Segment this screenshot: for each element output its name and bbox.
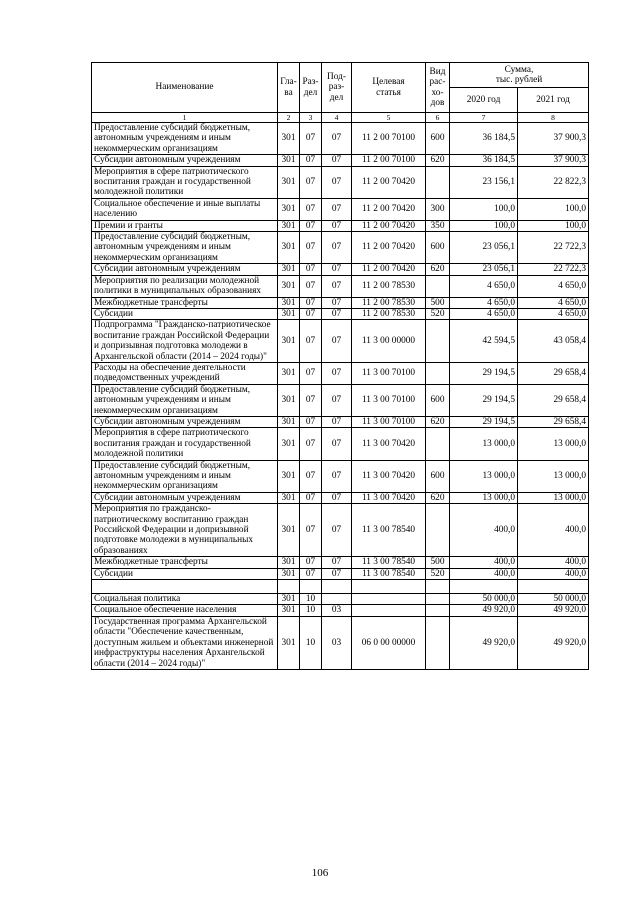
cell-vid-rashodov [426,320,450,363]
cell-podrazdel: 07 [322,264,352,275]
cell-glava: 301 [278,594,300,605]
column-number: 3 [300,113,322,123]
cell-glava: 301 [278,198,300,220]
header-celevaya-statya: Целевая статья [352,63,426,113]
cell-vid-rashodov: 300 [426,198,450,220]
cell-sum-2020: 4 650,0 [450,297,518,308]
cell-name: Межбюджетные трансферты [92,297,278,308]
cell-sum-2020: 29 194,5 [450,384,518,416]
cell-razdel: 07 [300,220,322,231]
cell-razdel: 07 [300,384,322,416]
cell-name: Предоставление субсидий бюджетным, автономным учреждениям и иным некоммерческим организациям [92,123,278,155]
cell-razdel: 07 [300,275,322,297]
cell-glava: 301 [278,460,300,492]
table-row [92,264,589,275]
cell-celevaya-statya [352,594,426,605]
cell-name: Социальное обеспечение населения [92,605,278,616]
cell-sum-2021: 37 900,3 [518,155,589,166]
cell-name: Субсидии автономным учреждениям [92,155,278,166]
cell-razdel: 07 [300,264,322,275]
cell-celevaya-statya: 11 3 00 70420 [352,460,426,492]
cell-vid-rashodov: 620 [426,155,450,166]
cell-sum-2021: 100,0 [518,220,589,231]
cell-sum-2020: 50 000,0 [450,594,518,605]
cell-razdel: 07 [300,568,322,579]
cell-podrazdel: 07 [322,232,352,264]
cell-name: Мероприятия по реализации молодежной политики в муниципальных образованиях [92,275,278,297]
table-row [92,232,589,264]
cell-celevaya-statya: 11 3 00 00000 [352,320,426,363]
column-number: 6 [426,113,450,123]
cell-sum-2021: 50 000,0 [518,594,589,605]
cell-vid-rashodov [426,275,450,297]
cell-vid-rashodov [426,362,450,384]
cell-sum-2021: 13 000,0 [518,492,589,503]
cell-podrazdel: 07 [322,297,352,308]
table-row [92,504,589,557]
cell-vid-rashodov [426,616,450,669]
cell-sum-2020: 23 156,1 [450,166,518,198]
cell-podrazdel: 07 [322,320,352,363]
cell-glava: 301 [278,605,300,616]
cell-podrazdel: 07 [322,557,352,568]
cell-sum-2021: 4 650,0 [518,308,589,319]
cell-name: Мероприятия в сфере патриотического воспитания граждан и государственной молодежной политики [92,166,278,198]
cell-sum-2021: 43 058,4 [518,320,589,363]
table-row [92,198,589,220]
cell-vid-rashodov: 520 [426,568,450,579]
cell-sum-2020: 23 056,1 [450,232,518,264]
header-summa: Сумма, тыс. рублей [450,63,589,88]
cell-razdel: 10 [300,616,322,669]
cell-celevaya-statya: 11 3 00 70100 [352,416,426,427]
cell-razdel: 07 [300,123,322,155]
cell-sum-2021: 29 658,4 [518,416,589,427]
header-vid-rashodov: Вид рас- хо- дов [426,63,450,113]
cell-name: Предоставление субсидий бюджетным, автономным учреждениям и иным некоммерческим организациям [92,384,278,416]
cell-celevaya-statya: 11 2 00 70420 [352,198,426,220]
cell-razdel: 07 [300,557,322,568]
cell-razdel: 07 [300,320,322,363]
cell-name: Премии и гранты [92,220,278,231]
header-row [92,63,589,88]
empty-cell [450,580,518,594]
cell-celevaya-statya: 11 2 00 70420 [352,232,426,264]
cell-razdel: 07 [300,297,322,308]
cell-razdel: 07 [300,155,322,166]
cell-podrazdel: 07 [322,123,352,155]
cell-vid-rashodov [426,594,450,605]
empty-cell [322,580,352,594]
table-row [92,155,589,166]
cell-podrazdel: 07 [322,384,352,416]
cell-celevaya-statya: 11 3 00 70100 [352,362,426,384]
cell-sum-2021: 29 658,4 [518,362,589,384]
cell-vid-rashodov [426,166,450,198]
cell-sum-2020: 36 184,5 [450,123,518,155]
cell-razdel: 07 [300,504,322,557]
cell-glava: 301 [278,568,300,579]
cell-sum-2020: 100,0 [450,220,518,231]
table-row [92,362,589,384]
cell-glava: 301 [278,320,300,363]
table-row [92,594,589,605]
cell-podrazdel: 07 [322,568,352,579]
column-number: 7 [450,113,518,123]
cell-glava: 301 [278,492,300,503]
cell-name: Субсидии [92,308,278,319]
cell-podrazdel: 07 [322,198,352,220]
cell-name: Субсидии автономным учреждениям [92,492,278,503]
cell-sum-2021: 22 722,3 [518,232,589,264]
table-row [92,166,589,198]
cell-podrazdel [322,594,352,605]
cell-sum-2020: 100,0 [450,198,518,220]
cell-celevaya-statya: 11 3 00 70100 [352,384,426,416]
cell-sum-2021: 49 920,0 [518,605,589,616]
cell-razdel: 07 [300,492,322,503]
cell-podrazdel: 07 [322,428,352,460]
cell-podrazdel: 07 [322,504,352,557]
table-row [92,320,589,363]
cell-sum-2020: 13 000,0 [450,492,518,503]
cell-sum-2020: 400,0 [450,568,518,579]
header-glava: Гла- ва [278,63,300,113]
cell-glava: 301 [278,557,300,568]
table-row [92,557,589,568]
cell-podrazdel: 07 [322,416,352,427]
header-razdel: Раз- дел [300,63,322,113]
header-name: Наименование [92,63,278,113]
empty-cell [518,580,589,594]
cell-name: Предоставление субсидий бюджетным, автономным учреждениям и иным некоммерческим организациям [92,460,278,492]
cell-sum-2021: 49 920,0 [518,616,589,669]
cell-glava: 301 [278,428,300,460]
cell-sum-2021: 13 000,0 [518,460,589,492]
cell-name: Субсидии [92,568,278,579]
cell-razdel: 07 [300,198,322,220]
cell-sum-2021: 400,0 [518,568,589,579]
cell-name: Подпрограмма "Гражданско-патриотическое воспитание граждан Российской Федерации и допризывная подготовка молодежи в Архангельской области (2014 – 2024 годы)" [92,320,278,363]
cell-name: Мероприятия по гражданско-патриотическому воспитанию граждан Российской Федерации и допризывной подготовке молодежи в муниципальных образованиях [92,504,278,557]
table-row [92,568,589,579]
cell-glava: 301 [278,416,300,427]
cell-sum-2020: 13 000,0 [450,428,518,460]
empty-cell [426,580,450,594]
column-number: 2 [278,113,300,123]
cell-glava: 301 [278,616,300,669]
cell-vid-rashodov: 520 [426,308,450,319]
cell-celevaya-statya: 11 2 00 70420 [352,220,426,231]
cell-sum-2020: 400,0 [450,504,518,557]
cell-podrazdel: 03 [322,616,352,669]
cell-vid-rashodov [426,504,450,557]
table-row [92,384,589,416]
cell-sum-2020: 29 194,5 [450,362,518,384]
cell-glava: 301 [278,155,300,166]
cell-glava: 301 [278,232,300,264]
table-row [92,580,589,594]
cell-glava: 301 [278,297,300,308]
cell-sum-2020: 4 650,0 [450,275,518,297]
cell-name: Мероприятия в сфере патриотического воспитания граждан и государственной молодежной политики [92,428,278,460]
cell-celevaya-statya: 11 3 00 78540 [352,504,426,557]
table-row [92,416,589,427]
cell-vid-rashodov: 600 [426,123,450,155]
cell-razdel: 07 [300,308,322,319]
cell-celevaya-statya: 11 2 00 70100 [352,155,426,166]
table-row [92,605,589,616]
cell-sum-2020: 49 920,0 [450,616,518,669]
budget-table [91,62,589,670]
cell-sum-2021: 4 650,0 [518,275,589,297]
cell-sum-2021: 13 000,0 [518,428,589,460]
cell-sum-2021: 37 900,3 [518,123,589,155]
cell-celevaya-statya: 11 2 00 70100 [352,123,426,155]
cell-razdel: 07 [300,166,322,198]
header-podrazdel: Под- раз- дел [322,63,352,113]
cell-sum-2021: 29 658,4 [518,384,589,416]
cell-podrazdel: 07 [322,362,352,384]
cell-sum-2020: 36 184,5 [450,155,518,166]
cell-glava: 301 [278,384,300,416]
cell-glava: 301 [278,264,300,275]
table-row [92,492,589,503]
cell-vid-rashodov: 620 [426,264,450,275]
cell-celevaya-statya: 11 2 00 78530 [352,297,426,308]
cell-celevaya-statya: 11 2 00 70420 [352,264,426,275]
cell-glava: 301 [278,220,300,231]
cell-vid-rashodov: 500 [426,557,450,568]
table-row [92,308,589,319]
table-row [92,275,589,297]
table-row [92,616,589,669]
cell-sum-2021: 22 822,3 [518,166,589,198]
cell-vid-rashodov: 620 [426,416,450,427]
column-number-row [92,113,589,123]
header-year-2021: 2021 год [518,88,589,113]
cell-razdel: 10 [300,605,322,616]
cell-name: Расходы на обеспечение деятельности подведомственных учреждений [92,362,278,384]
table-row [92,460,589,492]
cell-podrazdel: 07 [322,155,352,166]
empty-cell [300,580,322,594]
cell-podrazdel: 07 [322,308,352,319]
cell-vid-rashodov [426,605,450,616]
table-row [92,123,589,155]
cell-sum-2021: 400,0 [518,504,589,557]
empty-cell [92,580,278,594]
column-number: 4 [322,113,352,123]
cell-vid-rashodov: 350 [426,220,450,231]
cell-celevaya-statya: 11 3 00 70420 [352,492,426,503]
cell-razdel: 07 [300,362,322,384]
cell-celevaya-statya: 11 3 00 78540 [352,557,426,568]
cell-celevaya-statya: 11 3 00 70420 [352,428,426,460]
table-row [92,220,589,231]
cell-sum-2021: 400,0 [518,557,589,568]
cell-podrazdel: 07 [322,220,352,231]
cell-sum-2020: 49 920,0 [450,605,518,616]
cell-sum-2020: 23 056,1 [450,264,518,275]
cell-glava: 301 [278,362,300,384]
cell-razdel: 07 [300,428,322,460]
cell-name: Субсидии автономным учреждениям [92,416,278,427]
cell-podrazdel: 07 [322,275,352,297]
column-number: 8 [518,113,589,123]
cell-podrazdel: 07 [322,492,352,503]
cell-vid-rashodov: 500 [426,297,450,308]
cell-vid-rashodov: 600 [426,232,450,264]
empty-cell [278,580,300,594]
cell-razdel: 07 [300,460,322,492]
table-row [92,297,589,308]
table-body [92,123,589,670]
cell-sum-2020: 29 194,5 [450,416,518,427]
cell-sum-2021: 4 650,0 [518,297,589,308]
page-number: 106 [311,867,329,879]
empty-cell [352,580,426,594]
cell-glava: 301 [278,123,300,155]
column-number: 5 [352,113,426,123]
cell-glava: 301 [278,504,300,557]
cell-podrazdel: 07 [322,166,352,198]
cell-vid-rashodov: 600 [426,384,450,416]
column-number: 1 [92,113,278,123]
cell-glava: 301 [278,166,300,198]
cell-celevaya-statya: 11 2 00 78530 [352,308,426,319]
cell-name: Социальная политика [92,594,278,605]
cell-podrazdel: 07 [322,460,352,492]
cell-name: Государственная программа Архангельской области "Обеспечение качественным, доступным жильем и объектами инженерной инфраструктуры населения Архангельской области (2014 – 2024 годы)" [92,616,278,669]
cell-sum-2020: 42 594,5 [450,320,518,363]
cell-razdel: 10 [300,594,322,605]
cell-celevaya-statya: 11 2 00 78530 [352,275,426,297]
cell-name: Межбюджетные трансферты [92,557,278,568]
cell-vid-rashodov [426,428,450,460]
cell-sum-2020: 4 650,0 [450,308,518,319]
cell-razdel: 07 [300,416,322,427]
cell-sum-2021: 22 722,3 [518,264,589,275]
cell-podrazdel: 03 [322,605,352,616]
cell-celevaya-statya: 11 3 00 78540 [352,568,426,579]
table-row [92,428,589,460]
cell-name: Социальное обеспечение и иные выплаты населению [92,198,278,220]
cell-sum-2020: 400,0 [450,557,518,568]
cell-name: Субсидии автономным учреждениям [92,264,278,275]
cell-vid-rashodov: 600 [426,460,450,492]
header-year-2020: 2020 год [450,88,518,113]
cell-celevaya-statya: 06 0 00 00000 [352,616,426,669]
cell-glava: 301 [278,275,300,297]
cell-glava: 301 [278,308,300,319]
cell-sum-2020: 13 000,0 [450,460,518,492]
cell-celevaya-statya: 11 2 00 70420 [352,166,426,198]
cell-sum-2021: 100,0 [518,198,589,220]
cell-vid-rashodov: 620 [426,492,450,503]
cell-razdel: 07 [300,232,322,264]
cell-name: Предоставление субсидий бюджетным, автономным учреждениям и иным некоммерческим организациям [92,232,278,264]
cell-celevaya-statya [352,605,426,616]
